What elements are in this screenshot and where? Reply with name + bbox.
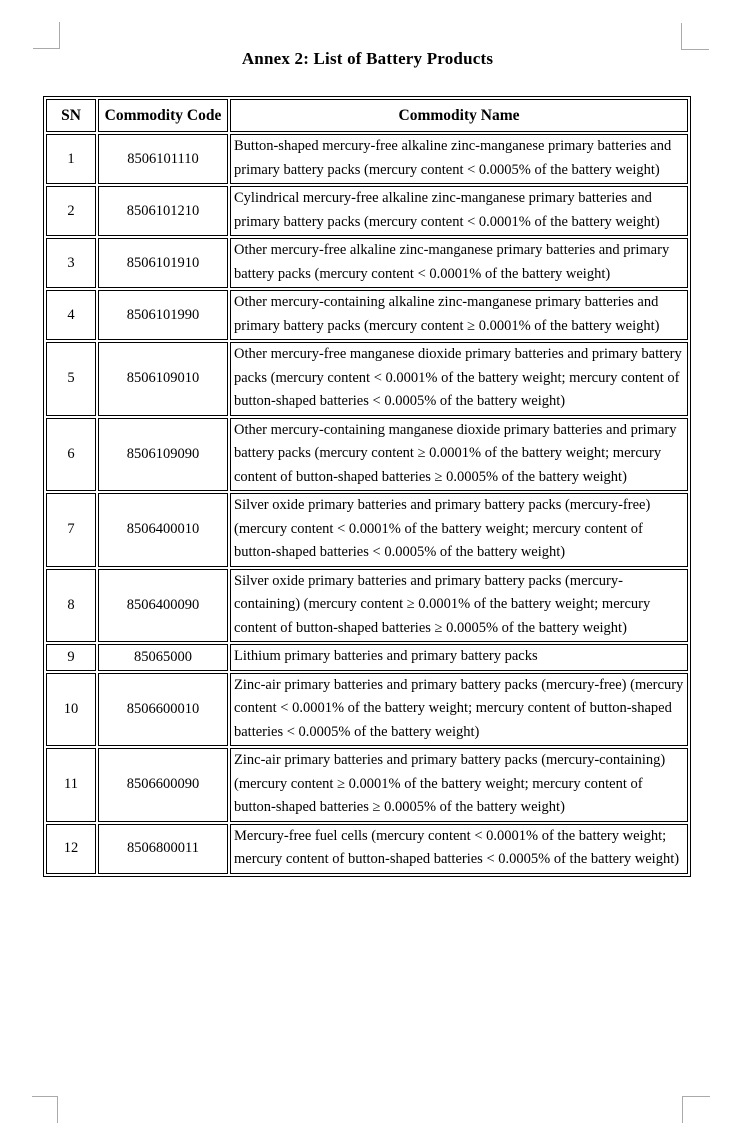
sn-cell: 2	[46, 186, 96, 236]
sn-cell: 10	[46, 673, 96, 747]
battery-products-table	[43, 96, 691, 877]
table-body	[46, 134, 688, 874]
crop-mark-top-left	[33, 22, 60, 49]
table-row	[46, 134, 688, 184]
commodity-code-cell: 8506109090	[98, 418, 228, 492]
sn-cell: 11	[46, 748, 96, 822]
table-row	[46, 673, 688, 747]
sn-cell: 5	[46, 342, 96, 416]
commodity-name-cell: Zinc-air primary batteries and primary battery packs (mercury-containing) (mercury content ≥ 0.0001% of the battery weight; mercury content of button-shaped batteries ≥ 0.0005% of the battery weight)	[230, 748, 688, 822]
document-title: Annex 2: List of Battery Products	[241, 49, 494, 68]
sn-cell: 7	[46, 493, 96, 567]
commodity-code-cell: 85065000	[98, 644, 228, 671]
commodity-name-cell: Cylindrical mercury-free alkaline zinc-manganese primary batteries and primary battery packs (mercury content < 0.0001% of the battery weight)	[230, 186, 688, 236]
table-header-row	[46, 99, 688, 132]
commodity-code-cell: 8506101210	[98, 186, 228, 236]
table-row	[46, 493, 688, 567]
sn-cell: 8	[46, 569, 96, 643]
commodity-name-cell: Other mercury-containing alkaline zinc-manganese primary batteries and primary battery packs (mercury content ≥ 0.0001% of the battery weight)	[230, 290, 688, 340]
commodity-code-cell: 8506101910	[98, 238, 228, 288]
header-commodity-code: Commodity Code	[98, 99, 228, 132]
commodity-name-cell: Button-shaped mercury-free alkaline zinc-manganese primary batteries and primary battery packs (mercury content < 0.0005% of the battery weight)	[230, 134, 688, 184]
sn-cell: 9	[46, 644, 96, 671]
crop-mark-bottom-left	[32, 1096, 58, 1123]
commodity-name-cell: Other mercury-free alkaline zinc-manganese primary batteries and primary battery packs (mercury content < 0.0001% of the battery weight)	[230, 238, 688, 288]
commodity-code-cell: 8506101110	[98, 134, 228, 184]
commodity-name-cell: Lithium primary batteries and primary battery packs	[230, 644, 688, 671]
commodity-name-cell: Zinc-air primary batteries and primary battery packs (mercury-free) (mercury content < 0.0001% of the battery weight; mercury content of button-shaped batteries < 0.0005% of the battery weight)	[230, 673, 688, 747]
table-row	[46, 290, 688, 340]
sn-cell: 4	[46, 290, 96, 340]
commodity-code-cell: 8506600090	[98, 748, 228, 822]
commodity-code-cell: 8506101990	[98, 290, 228, 340]
sn-cell: 6	[46, 418, 96, 492]
commodity-name-cell: Other mercury-free manganese dioxide primary batteries and primary battery packs (mercury content < 0.0001% of the battery weight; mercury content of button-shaped batteries < 0.0005% of the battery weight)	[230, 342, 688, 416]
sn-cell: 12	[46, 824, 96, 874]
commodity-name-cell: Other mercury-containing manganese dioxide primary batteries and primary battery packs (mercury content ≥ 0.0001% of the battery weight; mercury content of button-shaped batteries ≥ 0.0005% of the battery weight)	[230, 418, 688, 492]
commodity-code-cell: 8506600010	[98, 673, 228, 747]
header-sn: SN	[46, 99, 96, 132]
crop-mark-bottom-right	[682, 1096, 710, 1123]
commodity-name-cell: Silver oxide primary batteries and primary battery packs (mercury-containing) (mercury content ≥ 0.0001% of the battery weight; mercury content of button-shaped batteries ≥ 0.0005% of the battery weight)	[230, 569, 688, 643]
crop-mark-top-right	[681, 23, 709, 50]
commodity-code-cell: 8506800011	[98, 824, 228, 874]
table-row	[46, 342, 688, 416]
table-row	[46, 824, 688, 874]
commodity-name-cell: Silver oxide primary batteries and primary battery packs (mercury-free) (mercury content < 0.0001% of the battery weight; mercury content of button-shaped batteries < 0.0005% of the battery weight)	[230, 493, 688, 567]
header-commodity-name: Commodity Name	[230, 99, 688, 132]
table-row	[46, 238, 688, 288]
commodity-code-cell: 8506109010	[98, 342, 228, 416]
table-row	[46, 186, 688, 236]
table-row	[46, 748, 688, 822]
table-row	[46, 644, 688, 671]
commodity-code-cell: 8506400090	[98, 569, 228, 643]
sn-cell: 1	[46, 134, 96, 184]
commodity-name-cell: Mercury-free fuel cells (mercury content < 0.0001% of the battery weight; mercury content of button-shaped batteries < 0.0005% of the battery weight)	[230, 824, 688, 874]
sn-cell: 3	[46, 238, 96, 288]
table-row	[46, 418, 688, 492]
table-row	[46, 569, 688, 643]
commodity-code-cell: 8506400010	[98, 493, 228, 567]
